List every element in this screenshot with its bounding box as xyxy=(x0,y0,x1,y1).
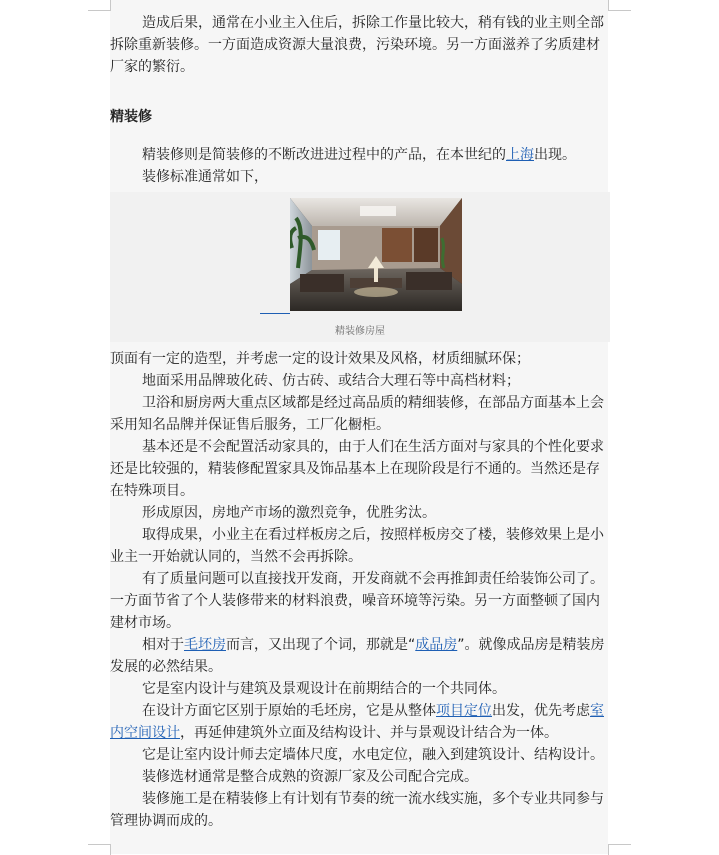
text-run: 出现。 xyxy=(534,147,576,163)
figure xyxy=(110,192,610,342)
text-run: 精装修则是简装修的不断改进进过程中的产品，在本世纪的 xyxy=(142,147,506,163)
paragraph xyxy=(110,144,610,166)
text-run: 出发，优先考虑 xyxy=(492,703,590,719)
section-heading: 精装修 xyxy=(110,109,152,125)
paragraph: 形成原因，房地产市场的激烈竞争，优胜劣汰。 xyxy=(142,505,436,521)
paragraph xyxy=(110,634,610,678)
paragraph: 装修选材通常是整合成熟的资源厂家及公司配合完成。 xyxy=(142,769,478,785)
text-run: 相对于 xyxy=(142,637,184,653)
image-link-underline[interactable] xyxy=(260,313,290,314)
text-run: ”。就像成品房是精装房发展的必然结果。 xyxy=(110,637,605,675)
paragraph: 顶面有一定的造型，并考虑一定的设计效果及风格，材质细腻环保； xyxy=(110,351,530,367)
paragraph: 有了质量问题可以直接找开发商，开发商就不会再推卸责任给装饰公司了。一方面节省了个人装修带来的材料浪费，噪音环境等污染。另一方面整顿了国内建材市场。 xyxy=(110,571,604,631)
paragraph: 造成后果，通常在小业主入住后，拆除工作量比较大，稍有钱的业主则全部拆除重新装修。一方面造成资源大量浪费，污染环境。另一方面滋养了劣质建材厂家的繁衍。 xyxy=(110,15,604,75)
link-maopifang[interactable]: 毛坯房 xyxy=(184,637,226,653)
link-chengpinfang[interactable]: 成品房 xyxy=(415,637,458,653)
document-content xyxy=(110,12,610,832)
paragraph: 它是室内设计与建筑及景观设计在前期结合的一个共同体。 xyxy=(142,681,506,697)
page-corner-mark xyxy=(88,0,111,11)
page-corner-mark xyxy=(608,844,631,855)
paragraph: 取得成果，小业主在看过样板房之后，按照样板房交了楼，装修效果上是小业主一开始就认同的，当然不会再拆除。 xyxy=(110,527,604,565)
paragraph: 地面采用品牌玻化砖、仿古砖、或结合大理石等中高档材料； xyxy=(142,373,520,389)
room-photo[interactable] xyxy=(290,198,462,311)
figure-caption: 精装修房屋 xyxy=(335,326,385,337)
page-corner-mark xyxy=(88,844,111,855)
paragraph: 装修标准通常如下， xyxy=(142,169,268,185)
paragraph: 它是让室内设计师去定墙体尺度，水电定位，融入到建筑设计、结构设计。 xyxy=(142,747,604,763)
link-shanghai[interactable]: 上海 xyxy=(506,147,534,163)
paragraph: 卫浴和厨房两大重点区域都是经过高品质的精细装修，在部品方面基本上会采用知名品牌并保证售后服务，工厂化橱柜。 xyxy=(110,395,604,433)
link-shineikongjiansheji[interactable]: 室内空间设计 xyxy=(110,703,604,741)
text-run: ，再延伸建筑外立面及结构设计、并与景观设计结合为一体。 xyxy=(180,725,558,741)
page-corner-mark xyxy=(608,0,631,11)
room-photo-image xyxy=(290,198,462,311)
paragraph: 装修施工是在精装修上有计划有节奏的统一流水线实施，多个专业共同参与管理协调而成的。 xyxy=(110,791,604,829)
text-run: 而言，又出现了个词，那就是“ xyxy=(226,637,416,653)
text-run: 在设计方面它区别于原始的毛坯房，它是从整体 xyxy=(142,703,436,719)
paragraph xyxy=(110,700,610,744)
paragraph: 基本还是不会配置活动家具的，由于人们在生活方面对与家具的个性化要求还是比较强的，精装修配置家具及饰品基本上在现阶段是行不通的。当然还是存在特殊项目。 xyxy=(110,439,604,499)
link-xiangmudingwei[interactable]: 项目定位 xyxy=(436,703,492,719)
